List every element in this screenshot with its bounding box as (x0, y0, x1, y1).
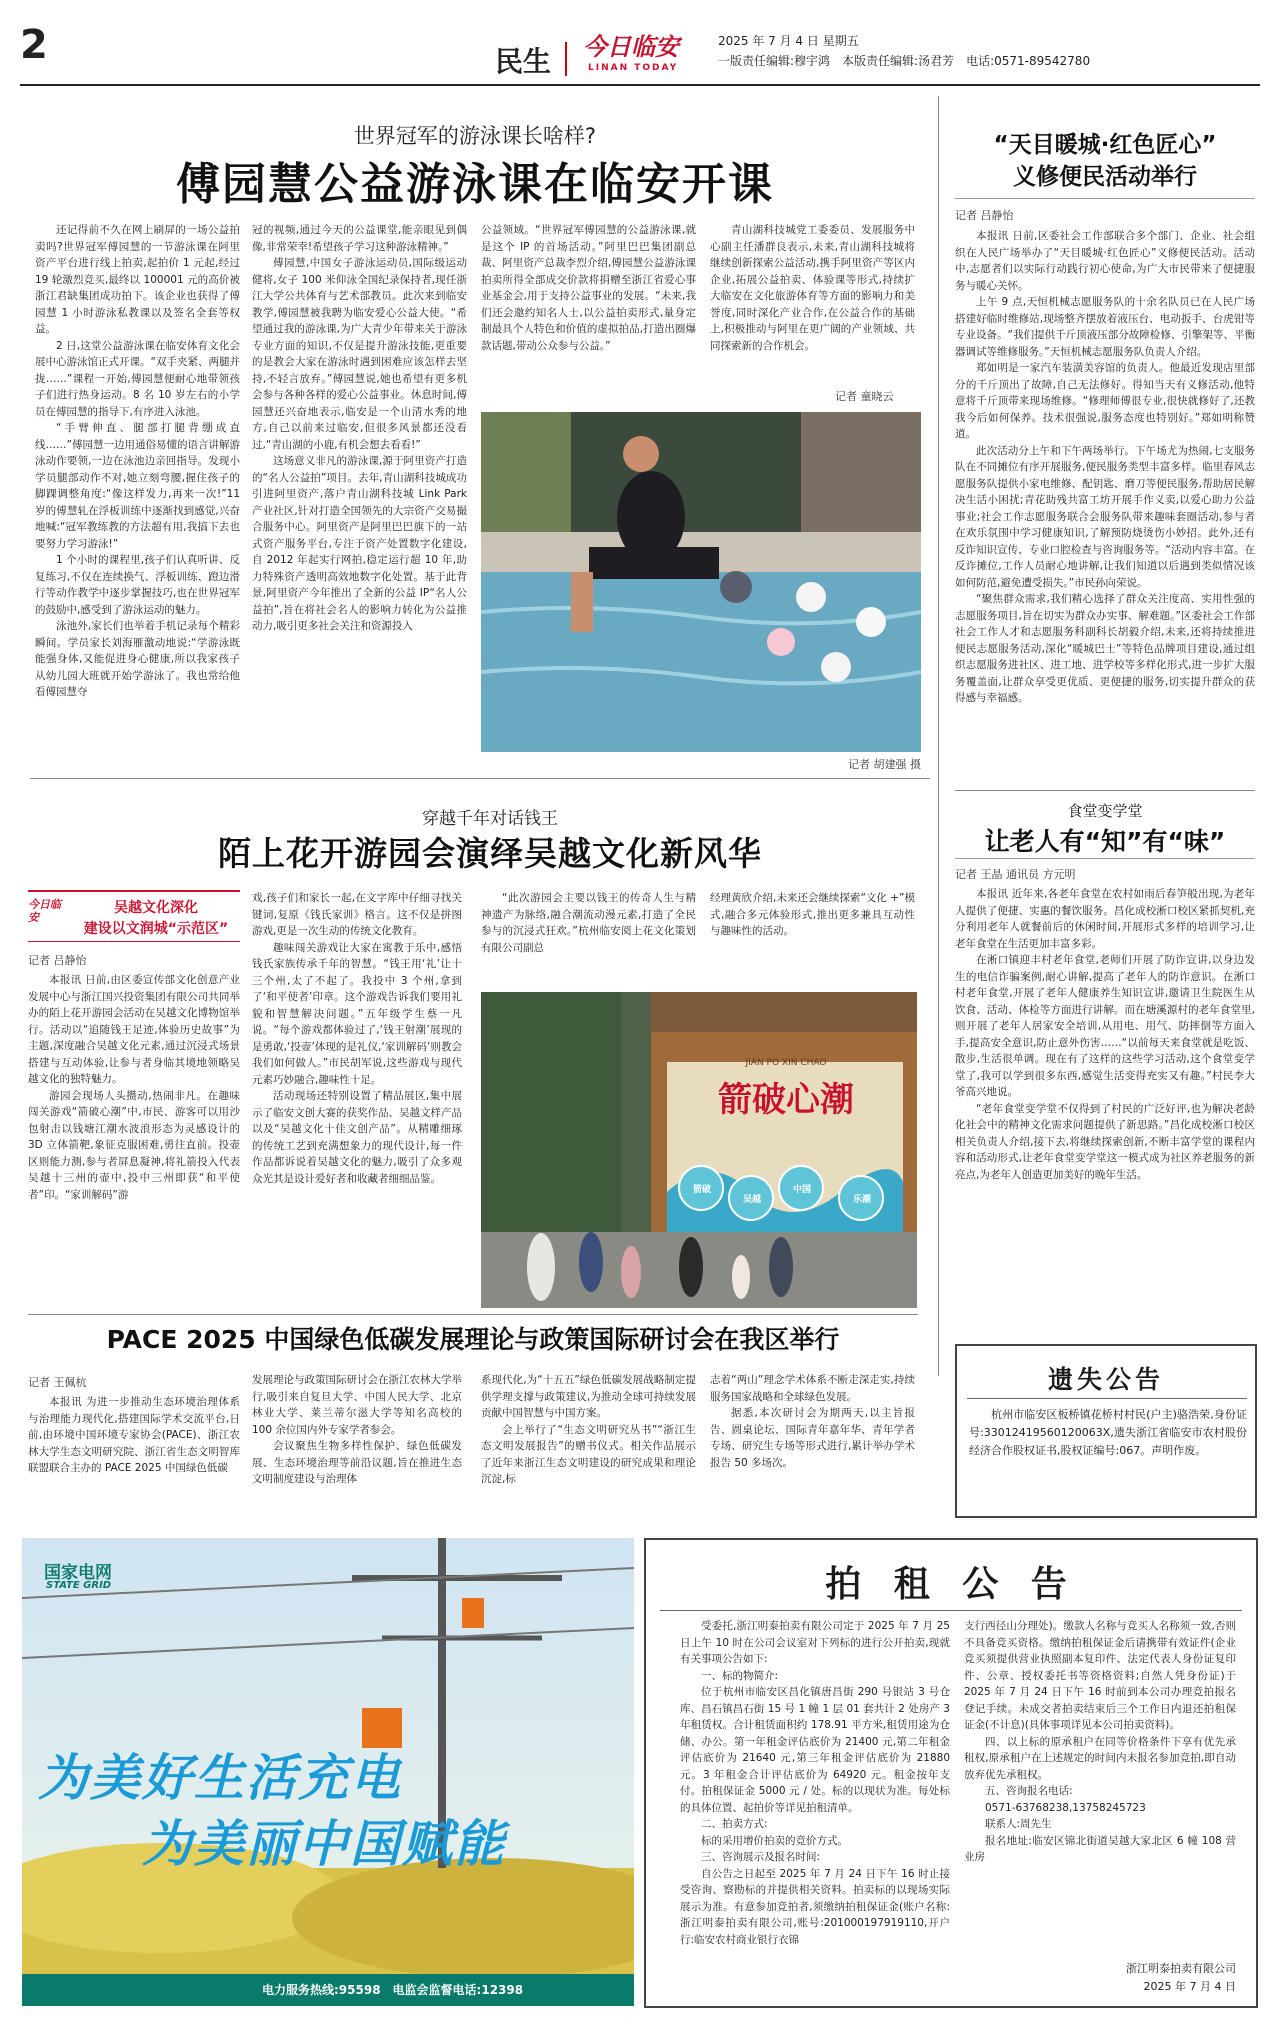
newspaper-logo: 今日临安 (583, 32, 679, 61)
divider (660, 1610, 1242, 1611)
ad-hotline: 电力服务热线:95598 电监会监督电话:12398 (262, 1983, 524, 1997)
rental-column-2: 支行西径山分理处)。缴款人名称与竞买人名称须一致,否则不具备竞买资格。缴纳拍租保证金后请携带有效证件(企业竞买须提供营业执照副本复印件、法定代表人身份证复印件、公章、授权委托书等资格资料;自然人凭身份证)于 2025 年 7 月 24 日下午 16 时前到本公司办理竞拍报名登记手续。未成交者拍卖结束后三个工作日内退还拍租保证金(不计息)(具体事项详见本公司拍卖资料)。 四、以上标的原承租户在同等价格条件下享有优先承租权,原承租户在上述规定的时间内未报名参加竞拍,即自动放弃优先承租权。 五、咨询报名电话: 0571-63768238,13758245723 联系人:周先生 报名地址:临安区锦北街道吴越大家北区 6 幢 108 营业房 (964, 1620, 1236, 1863)
divider (28, 1314, 918, 1315)
pace-author: 记者 王佩杭 (28, 1376, 87, 1389)
garden-column-1: 本报讯 日前,由区委宣传部文化创意产业发展中心与浙江国兴投资集团有限公司共同举办的陌上花开游园会活动在吴越文化博物馆举行。活动以“追随钱王足迹,体验历史故事”为主题,深度融合吴越文化元素,通过沉浸式场景搭建与互动体验,让参与者身临其境地领略吴越文化的独特魅力。 游园会现场人头攒动,热闹非凡。在趣味闯关游戏“箭破心潮”中,市民、游客可以用沙包射击以钱塘江潮水波浪形态为灵感设计的 3D 立体箭靶,象征克服困难,勇往直前。投壶区则能力测,参与者屏息凝神,将礼箭投入代表吴越十三州的壶中,投中三州即获“和平使者”印。“家训解码”游 (28, 974, 240, 1201)
rental-signer: 浙江明泰拍卖有限公司 (1126, 1962, 1236, 1975)
state-grid-ad (22, 1538, 634, 2006)
divider (30, 778, 930, 779)
divider (955, 858, 1255, 859)
garden-column-2: 戏,孩子们和家长一起,在文字库中仔细寻找关键词,复原《钱氏家训》格言。这不仅是拼图游戏,更是一次生动的传统文化教育。 趣味闯关游戏让大家在寓教于乐中,感悟钱氏家族传承千年的智慧。“钱王用‘礼’让十三个州,太了不起了。我投中 3 个州,拿到了‘和平使者’印章。这个游戏告诉我们要用礼貌和智慧解决问题。”五年级学生蔡一凡说。“每个游戏都体验过了,‘钱王射潮’展现的是勇敢,‘投壶’体现的是礼仪,‘家训解码’则教会我们如何做人。”市民胡军说,这些游戏与现代元素巧妙融合,趣味性十足。 活动现场还特别设置了精品展区,集中展示了临安文创大赛的获奖作品、吴越文样产品以及“吴越文化十佳文创产品”。从精雕细琢的传统工艺到充满想象力的现代设计,每一件作品都诉说着吴越文化的魅力,吸引了众多观众光其是设计爱好者和收藏者细细品鉴。 (252, 892, 462, 1185)
garden-column-4: 经理黄欣介绍,未来还会继续探索“文化 +”模式,融合多元体验形式,推出更多兼具互动性与趣味性的活动。 (710, 892, 915, 937)
sign-title: 箭破心潮 (718, 1080, 854, 1120)
pace-column-3: 系现代化,为“十五五”绿色低碳发展战略制定提供学理支撑与政策建议,为推动全球可持续发展贡献中国智慧与中国方案。 会上举行了“生态文明研究丛书”“浙江生态文明发展报告”的赠书仪式。相关作品展示了近年来浙江生态文明建设的研究成果和理论沉淀,标 (481, 1374, 696, 1485)
pace-headline: PACE 2025 中国绿色低碳发展理论与政策国际研讨会在我区举行 (106, 1325, 840, 1354)
wave-label: 中国 (792, 1185, 811, 1195)
wave-label: 吴越 (742, 1195, 761, 1205)
issue-date: 2025 年 7 月 4 日 星期五 (718, 34, 859, 48)
volunteer-body: 本报讯 日前,区委社会工作部联合多个部门、企业、社会组织在人民广场举办了“天目暖城·红色匠心”义修便民活动。活动中,志愿者们以实际行动践行初心使命,为广大市民带来了便捷服务与暖心关怀。 上午 9 点,天恒机械志愿服务队的十余名队员已在人民广场搭建好临时维修站,现场整齐摆放着液压台、电动扳手、台虎钳等专业设备。“我们提供千斤顶液压部分故障检修、引擎架等、平衡器调试等维修服务。”天恒机械志愿服务队负责人介绍。 郑如明是一家汽车装潢美容馆的负责人。他最近发现店里部分的千斤顶出了故障,自己无法修好。得知当天有义修活动,他特意将千斤顶带来现场维修。“修理师傅很专业,很快就修好了,还教我今后如何保养。技术很强说,服务态度也特别好。”郑如明称赞道。 此次活动分上午和下午两场举行。下午场尤为热闹,七支服务队在不同摊位有序开展服务,便民服务类型丰富多样。临里春风志愿服务队提供小家电维修、配钥匙、磨刀等便民服务,帮助居民解决生活小困扰;青花助残共富工坊开展手作义卖,以爱心助力公益事业;社会工作志愿服务联合会服务队带来趣味套圈活动,参与者在欢乐氛围中学习健康知识,了解预防烧烫伤小妙招。此外,还有反诈知识宣传、专业口腔检查与咨询服务等。“活动内容丰富。在反诈摊位,工作人员耐心地讲解,让我们知道以后遇到类似情况该如何防范,避免遭受损失。”市民孙向荣说。 “聚焦群众需求,我们精心选择了群众关注度高、实用性强的志愿服务项目,旨在切实为群众办实事、解难题。”区委社会工作部社会工作人才和志愿服务科副科长胡毅介绍,未来,还将持续推进便民志愿服务活动,深化“暖城巴士”等特色品牌项目建设,通过组织志愿服务进社区、进工地、进学校等多样化形式,进一步扩大服务覆盖面,让群众享受更优质、更便捷的服务,切实提升群众的获得感与幸福感。 (955, 230, 1255, 704)
swim-photo-caption: 记者 胡建强 摄 (848, 758, 921, 771)
lost-notice-body: 杭州市临安区板桥镇花桥村村民(户主)骆浩荣,身份证号:33012419560120063X,遗失浙江省临安市农村股份经济合作股权证书,股权证编号:067。声明作废。 (969, 1408, 1247, 1457)
divider (955, 790, 1255, 791)
section-title: 民生 (495, 45, 552, 78)
garden-headline: 陌上花开游园会演绎吴越文化新风华 (218, 834, 762, 873)
pace-column-4: 志着“两山”理念学术体系不断走深走实,持续服务国家战略和全球绿色发展。 据悉,本次研讨会为期两天,以主旨报告、圆桌论坛、国际青年嘉年华、青年学者专场、研究生专场等形式进行,累计举办学术报告 50 多场次。 (710, 1374, 915, 1469)
swim-column-4: 青山湖科技城党工委委员、发展服务中心副主任潘群良表示,未来,青山湖科技城将继续创新探索公益活动,携手阿里资产等区内企业,拓展公益拍卖、体验课等形式,持续扩大临安在文化旅游体育等方面的影响力和美誉度,同时深化产业合作,在公益合作的基础上,积极推动与阿里在更广阔的产业领域、共同探索新的合作机会。 (710, 224, 915, 352)
newspaper-logo-sub: LINAN TODAY (588, 63, 679, 73)
garden-kicker: 穿越千年对话钱王 (422, 809, 558, 829)
rental-column-1: 受委托,浙江明泰拍卖有限公司定于 2025 年 7 月 25 日上午 10 时在公司会议室对下列标的进行公开拍卖,现就有关事项公告如下: 一、标的物简介: 位于杭州市临安区昌化镇唐昌街 290 号银站 3 号仓库、昌石镇昌石街 15 号 1 幢 1 层 01 套共计 2 处房产 3 年租赁权。合计租赁面积约 178.91 平方米,租赁用途为仓储、办公。第一年租金评估底价为 21400 元,第二年租金评估底价为 21640 元,第三年租金评估底价为 21880 元。3 年租金合计评估底价为 64920 元。租金按年支付。拍租保证金 5000 元 / 处。标的以现状为准。每处标的具体位置、起拍价等详见拍租清单。 二、拍卖方式: 标的采用增价拍卖的竞价方式。 三、咨询展示及报名时间: 自公告之日起至 2025 年 7 月 24 日下午 16 时止接受咨询、察勘标的并提供相关资料。拍卖标的以现场实际展示为准。有意参加竞拍者,须缴纳拍租保证金(账户名称:浙江明泰拍卖有限公司,账号:201000197919110,开户行:临安农村商业银行衣锦 (680, 1620, 950, 1946)
column-divider (938, 96, 939, 1376)
lost-notice-title: 遗失公告 (1047, 1365, 1164, 1394)
rental-date: 2025 年 7 月 4 日 (1143, 1980, 1236, 1993)
divider (967, 1398, 1247, 1399)
garden-column-3: “此次游园会主要以钱王的传奇人生与精神遗产为脉络,融合潮流动漫元素,打造了全民参与的沉浸式狂欢。”杭州临安阅上花文化策划有限公司副总 (481, 892, 696, 954)
pace-column-1: 本报讯 为进一步推动生态环境治理体系与治理能力现代化,搭建国际学术交流平台,日前,由环境中国环境专家协会(PACE)、浙江农林大学生态文明研究院、浙江省生态文明智库联盟联合主办的 PACE 2025 中国绿色低碳 (28, 1396, 240, 1474)
garden-author: 记者 吕静怡 (28, 954, 87, 967)
swim-kicker: 世界冠军的游泳课长啥样? (353, 124, 597, 148)
swim-photo (481, 412, 921, 752)
badge-line-2: 建设以文润城“示范区” (83, 921, 229, 937)
pace-column-2: 发展理论与政策国际研讨会在浙江农林大学举行,吸引来自复旦大学、中国人民大学、北京林业大学、莱兰蒂尔滋大学等知名高校的 100 余位国内外专家学者参会。 会议聚焦生物多样性保护、绿色低碳发展、生态环境治理等前沿议题,旨在推进生态文明制度建设与治理体 (252, 1374, 462, 1485)
badge-logo: 今日临安 (28, 898, 61, 924)
state-grid-logo-en: STATE GRID (46, 1580, 112, 1591)
volunteer-headline-2: 义修便民活动举行 (1013, 164, 1197, 190)
garden-photo (481, 992, 917, 1308)
ad-slogan-2: 为美丽中国赋能 (142, 1815, 506, 1873)
wave-label: 箭破 (692, 1185, 711, 1195)
rental-notice-title: 拍 租 公 告 (825, 1564, 1077, 1605)
divider (955, 198, 1255, 199)
canteen-body: 本报讯 近年来,各老年食堂在农村如雨后春笋般出现,为老年人提供了便捷、实惠的餐饮服务。昌化成校淅口校区紧抓契机,充分利用老年人就餐前后的休闲时间,开展形式多样的培训学习,让老年食堂在生活更加丰富多彩。 在淅口镇迎丰村老年食堂,老师们开展了防诈宣讲,以身边发生的电信诈骗案例,耐心讲解,提高了老年人的防诈意识。在淅口村老年食堂,开展了老年人健康养生知识宣讲,邀请卫生院医生从饮食、活动、体检等方面进行讲解。而在塘溪源村的老年食堂里,则开展了老年人居家安全培训,从用电、用气、防摔倒等方面入手,提高安全意识,防止意外伤害……“以前每天来食堂就是吃饭、散步,生活很单调。现在有了这样的这些学习活动,这个食堂变学堂了,我可以学到很多东西,感觉生活变得充实又有趣。”村民李大爷高兴地说。 “老年食堂变学堂不仅得到了村民的广泛好评,也为解决老龄化社会中的精神文化需求问题提供了新思路。”昌化成校淅口校区相关负责人介绍,接下去,将继续探索创新,不断丰富学堂的课程内容和活动形式,让老年食堂变学堂这一模式成为社区养老服务的新亮点,为老年人创造更加美好的晚年生活。 (955, 888, 1255, 1181)
volunteer-author: 记者 吕静怡 (955, 209, 1014, 222)
canteen-headline: 让老人有“知”有“味” (984, 827, 1226, 856)
rental-notice-box (644, 1538, 1258, 2008)
state-grid-logo: 国家电网 (44, 1563, 112, 1583)
garden-series-badge (28, 890, 240, 942)
swim-author: 记者 童晓云 (835, 390, 894, 403)
header-divider (565, 42, 567, 76)
lost-notice-box (955, 1344, 1257, 1518)
badge-line-1: 吴越文化深化 (114, 900, 198, 916)
page-number: 2 (20, 22, 48, 68)
canteen-author: 记者 王晶 通讯员 方元明 (955, 868, 1076, 881)
sign-pinyin: JIAN PO XIN CHAO (745, 1058, 827, 1068)
swim-column-2: 冠的视频,通过今天的公益课堂,能亲眼见到偶像,非常荣幸!希望孩子学习这种游泳精神。” 傅园慧,中国女子游泳运动员,国际级运动健将,女子 100 米仰泳全国纪录保持者,现任浙江大学公共体育与艺术部教员。此次来到临安教学,傅园慧被我聘为临安爱心公益大使。“希望通过我的游泳课,为广大青少年带来关于游泳专业方面的知识,不仅是提升游泳技能,更重要的是教会大家在游泳时遇到困难应该怎样去坚持,不轻言放弃。”傅园慧说,她也希望有更多机会参与各种各样的爱心公益事业。休息时间,傅园慧还兴奋地表示,临安是一个山清水秀的地方,自己以前来过临安,但很多风景都还没看过,“青山湖的小鹿,有机会想去看看!” 这场意义非凡的游泳课,源于阿里资产打造的“名人公益拍”项目。去年,青山湖科技城成功引进阿里资产,落户青山湖科技城 Link Park 产业社区,针对打造全国领先的大宗资产交易撮合服务中心。阿里资产是阿里巴巴旗下的一站式资产服务平台,专注于资产处置数字化建设,自 2012 年起实行网拍,稳定运行超 10 年,助力特殊资产透明高效地数字化处置。基于此背景,阿里资产今年推出了全新的公益 IP“名人公益拍”,旨在将社会名人的影响力转化为公益推动力,吸引更多社会关注和资源投入 (252, 224, 467, 632)
ad-slogan-1: 为美好生活充电 (38, 1749, 402, 1807)
header-rule (20, 84, 1260, 86)
canteen-kicker: 食堂变学堂 (1067, 802, 1143, 820)
swim-column-1: 还记得前不久在网上刷屏的一场公益拍卖吗?世界冠军傅园慧的一节游泳课在阿里资产平台进行线上拍卖,起拍价 1 元起,经过 19 轮激烈竞买,最终以 100001 元的高价被浙江君缺集团成功拍下。该企业也获得了傅园慧 1 小时游泳私教课以及签名全套等权益。 2 日,这堂公益游泳课在临安体育文化会展中心游泳馆正式开课。“双手夹紧、两腿并拢……”课程一开始,傅园慧便耐心地带领孩子们进行热身运动。8 名 10 岁左右的小学员在傅园慧的指导下,有序进入泳池。 “手臂伸直、腿部打腿背绷成直线……”傅园慧一边用通俗易懂的语言讲解游泳动作要领,一边在泳池边亲回指导。发现小学员腿部动作不对,她立刻弯腰,握住孩子的脚踝调整角度:“像这样发力,再来一次!”11 岁的傅慧轧在浮板训练中逐渐找到感觉,兴奋地喊:“冠军教练教的方法超有用,我搞下去也要努力学习游泳!” 1 个小时的课程里,孩子们认真听讲、反复练习,不仅在连续换气、浮板训练、蹬边滑行等动作教学中逐步掌握技巧,也在世界冠军的鼓励中,感受到了游泳运动的魅力。 泳池外,家长们也举着手机记录每个精彩瞬间。学员家长刘海雁激动地说:“学游泳既能强身体,又能促进身心健康,所以我家孩子从幼儿园大班就开始学游泳了。我也常给他看傅园慧夺 (35, 224, 240, 698)
swim-column-3: 公益领域。“世界冠军傅园慧的公益游泳课,就是这个 IP 的首场活动。”阿里巴巴集团副总裁、阿里资产总裁李烈介绍,傅园慧公益游泳课拍卖所得全部成交价款将捐赠至浙江省爱心事业基金会,用于支持公益事业的发展。“未来,我们还会邀约知名人士,以公益拍卖形式,量身定制最具个人特色和价值的虚拟拍品,打造出圈爆款话题,带动公众参与公益。” (481, 224, 696, 352)
editor-info: 一版责任编辑:穆宇鸿 本版责任编辑:汤君芳 电话:0571-89542780 (718, 54, 1091, 68)
swim-headline: 傅园慧公益游泳课在临安开课 (176, 159, 774, 210)
wave-label: 乐潮 (852, 1195, 871, 1205)
volunteer-headline-1: “天目暖城·红色匠心” (993, 132, 1217, 158)
